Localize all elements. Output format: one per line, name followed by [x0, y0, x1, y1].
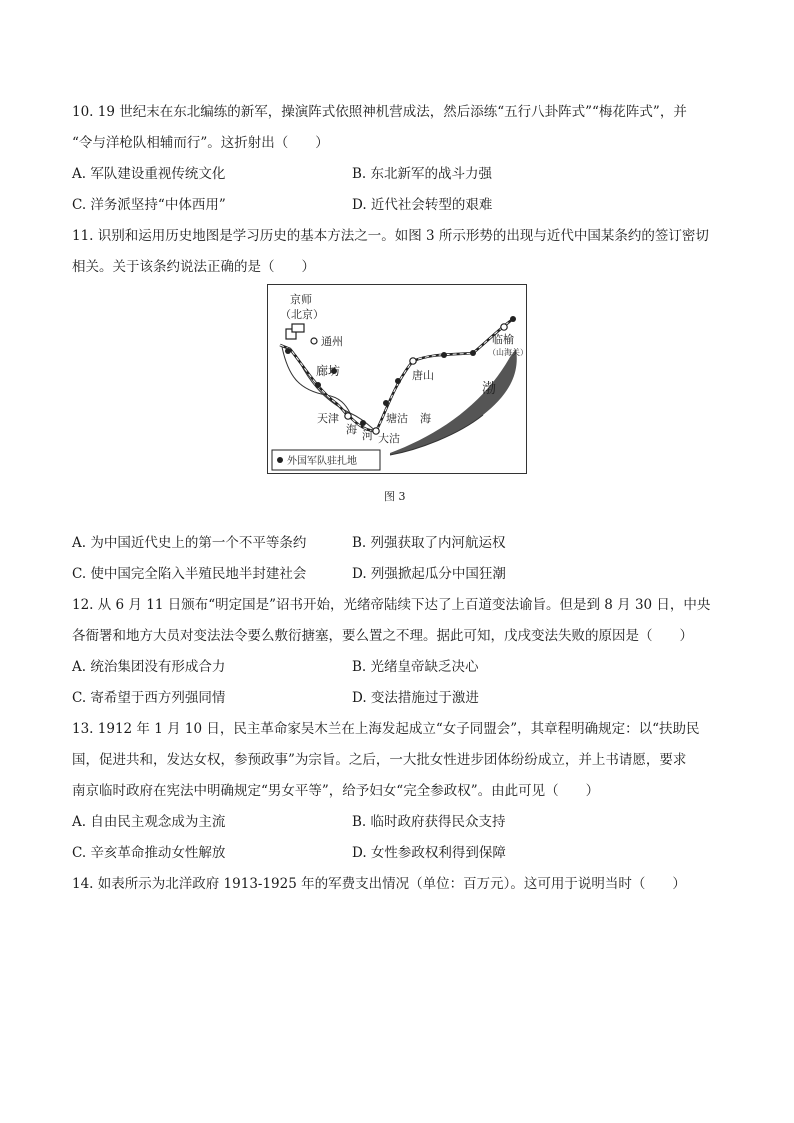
legend-label: 外国军队驻扎地	[287, 456, 357, 467]
label-shanhaiguan: （山海关）	[488, 348, 528, 357]
figure-caption: 图 3	[384, 490, 406, 503]
q12-option-c: C. 寄希望于西方列强同情	[72, 690, 226, 706]
label-linyu: 临榆	[492, 333, 514, 346]
label-haihe-1: 海	[346, 423, 357, 436]
q13-line-1: 13. 1912 年 1 月 10 日，民主革命家吴木兰在上海发起成立“女子同盟会”，其章程明确规定：以“扶助民	[72, 721, 700, 737]
q12-option-b: B. 光绪皇帝缺乏决心	[352, 659, 479, 675]
q12-option-a: A. 统治集团没有形成合力	[72, 659, 226, 675]
garrison-dot	[510, 316, 516, 322]
q12-option-d: D. 变法措施过于激进	[352, 690, 479, 706]
q14-line-1: 14. 如表所示为北洋政府 1913-1925 年的军费支出情况（单位：百万元）。这可用于说明当时（ ）	[72, 876, 686, 892]
tangshan-station	[410, 358, 416, 364]
q11-line-1: 11. 识别和运用历史地图是学习历史的基本方法之一。如图 3 所示形势的出现与近代中国某条约的签订密切	[72, 228, 709, 244]
q13-option-b: B. 临时政府获得民众支持	[352, 814, 506, 830]
q10-line-1: 10. 19 世纪末在东北编练的新军，操演阵式依照神机营成法，然后添练“五行八卦阵式”“梅花阵式”，并	[72, 104, 687, 120]
q12-line-1: 12. 从 6 月 11 日颁布“明定国是”诏书开始，光绪帝陆续下达了上百道变法谕旨。但是到 8 月 30 日，中央	[72, 597, 711, 613]
q10-line-2: “令与洋枪队相辅而行”。这折射出（ ）	[72, 135, 329, 151]
label-langfang: 廊坊	[316, 364, 341, 378]
q13-line-2: 国，促进共和，发达女权，参预政事”为宗旨。之后，一大批女性进步团体纷纷成立，并上书请愿，要求	[72, 752, 687, 768]
label-tianjin: 天津	[317, 412, 339, 425]
q11-option-a: A. 为中国近代史上的第一个不平等条约	[72, 535, 307, 551]
label-capital: 京师	[290, 293, 312, 306]
q11-option-c: C. 使中国完全陷入半殖民地半封建社会	[72, 566, 307, 582]
q10-option-a: A. 军队建设重视传统文化	[72, 166, 226, 182]
river-1	[282, 347, 350, 413]
q13-option-a: A. 自由民主观念成为主流	[72, 814, 226, 830]
q10-option-c: C. 洋务派坚持“中体西用”	[72, 197, 226, 213]
label-capital-paren: （北京）	[280, 308, 324, 321]
q11-option-b: B. 列强获取了内河航运权	[352, 535, 506, 551]
q13-option-c: C. 辛亥革命推动女性解放	[72, 845, 226, 861]
q13-line-3: 南京临时政府在宪法中明确规定“男女平等”，给予妇女“完全参政权”。由此可见（ ）	[72, 783, 600, 799]
label-sea: 海	[420, 412, 431, 425]
q12-line-2: 各衙署和地方大员对变法法令要么敷衍搪塞，要么置之不理。据此可知，戊戌变法失败的原因是（ ）	[72, 628, 693, 644]
label-tongzhou: 通州	[321, 335, 343, 348]
tongzhou-station	[311, 338, 317, 344]
garrison-dot	[441, 352, 447, 358]
garrison-dot	[470, 350, 476, 356]
label-bo-sea: 渤	[482, 381, 496, 397]
label-tangshan: 唐山	[412, 369, 434, 382]
historical-map-figure	[267, 284, 527, 474]
garrison-dot	[360, 420, 366, 426]
q11-option-d: D. 列强掀起瓜分中国狂潮	[352, 566, 506, 582]
garrison-dot	[383, 400, 389, 406]
q10-option-b: B. 东北新军的战斗力强	[352, 166, 493, 182]
label-tanggu: 塘沽	[386, 412, 408, 425]
garrison-dot	[285, 348, 291, 354]
q13-option-d: D. 女性参政权利得到保障	[352, 845, 506, 861]
linyu-station	[501, 324, 507, 330]
label-haihe-2: 河	[362, 429, 373, 442]
map-svg	[268, 285, 527, 474]
label-dagu: 大沽	[378, 432, 400, 445]
legend-dot	[277, 457, 283, 463]
q10-option-d: D. 近代社会转型的艰难	[352, 197, 493, 213]
garrison-dot	[395, 378, 401, 384]
tianjin-station	[345, 413, 351, 419]
garrison-dot	[315, 382, 321, 388]
q11-line-2: 相关。关于该条约说法正确的是（ ）	[72, 259, 315, 275]
